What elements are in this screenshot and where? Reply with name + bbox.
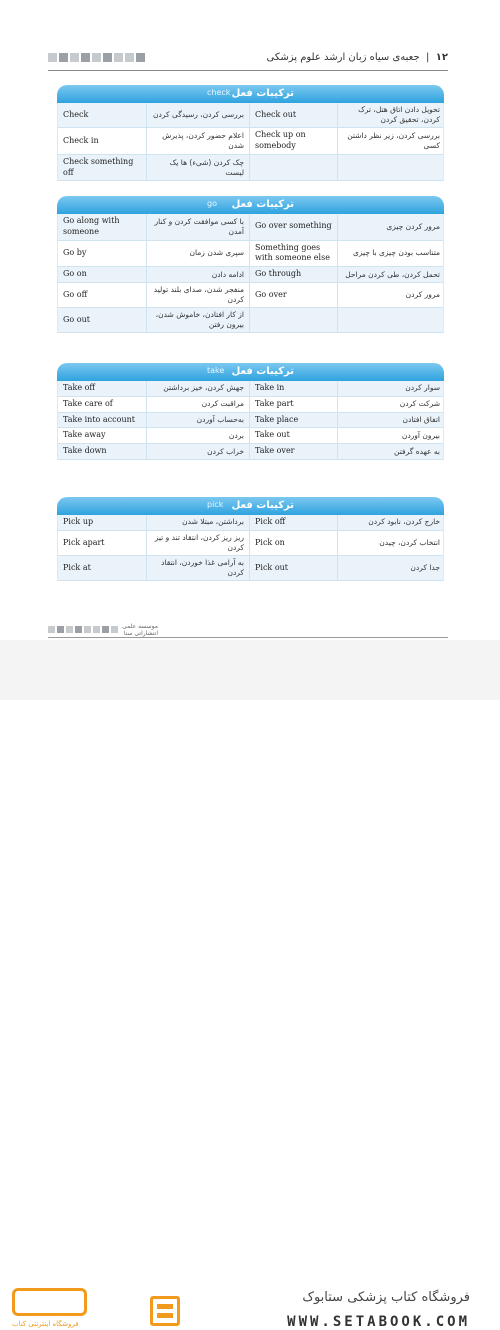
table-row — [58, 381, 443, 397]
table-row — [58, 241, 443, 268]
table-row — [58, 413, 443, 429]
table-row — [58, 531, 443, 556]
phrasal-verb-cell: Pick up — [63, 517, 94, 526]
meaning-cell: خارج کردن، نابود کردن — [337, 515, 445, 530]
phrasal-verb-cell: Pick at — [63, 562, 91, 572]
phrasal-verb-cell: Check — [63, 109, 89, 119]
book-stack-icon — [150, 1296, 180, 1326]
header-decoration — [48, 53, 145, 62]
phrasal-verb-cell: Pick on — [249, 531, 337, 555]
table-row — [58, 308, 443, 333]
meaning-cell: مرور کردن چیزی — [337, 214, 445, 240]
phrasal-verb-cell: Take in — [249, 381, 337, 396]
table-keyword: go — [207, 199, 217, 208]
meaning-cell: به‌حساب آوردن — [146, 413, 249, 428]
table-row — [58, 556, 443, 581]
table-header — [57, 196, 444, 214]
phrasal-verb-cell: Take part — [249, 397, 337, 412]
phrasal-verb-cell: Check something off — [63, 156, 134, 177]
store-url[interactable]: WWW.SETABOOK.COM — [287, 1314, 470, 1330]
phrasal-verb-cell — [249, 308, 337, 332]
meaning-cell: سوار کردن — [337, 381, 445, 396]
meaning-cell — [337, 155, 445, 181]
logo-caption: فروشگاه اینترنتی کتاب — [12, 1320, 79, 1328]
phrasal-verb-cell: Check out — [249, 103, 337, 127]
store-name: فروشگاه کتاب پزشکی ستابوک — [302, 1290, 470, 1305]
meaning-cell: بررسی کردن، زیر نظر داشتن کسی — [337, 128, 445, 154]
table-row — [58, 128, 443, 155]
verb-table-check — [57, 85, 444, 181]
meaning-cell: متناسب بودن چیزی با چیزی — [337, 241, 445, 267]
meaning-cell: با کسی موافقت کردن و کنار آمدن — [146, 214, 249, 240]
meaning-cell: بررسی کردن، رسیدگی کردن — [146, 103, 249, 127]
phrasal-verb-cell: Take into account — [63, 414, 135, 424]
meaning-cell: ریز ریز کردن، انتقاد تند و تیز کردن — [146, 531, 249, 555]
table-title: ترکیبات فعل — [231, 199, 294, 210]
phrasal-verb-cell: Go on — [63, 269, 87, 279]
setabook-logo — [12, 1288, 87, 1316]
phrasal-verb-cell: Take over — [249, 444, 337, 459]
store-banner — [0, 640, 500, 1330]
phrasal-verb-cell: Take out — [249, 428, 337, 443]
verb-table-pick — [57, 497, 444, 581]
phrasal-verb-cell — [249, 155, 337, 181]
phrasal-verb-cell: Take off — [63, 383, 96, 392]
table-title: ترکیبات فعل — [231, 366, 294, 377]
phrasal-verb-cell: Go over — [249, 283, 337, 307]
meaning-cell: تحویل دادن اتاق هتل، ترک کردن، تحقیق کردن — [337, 103, 445, 127]
table-row — [58, 397, 443, 413]
meaning-cell: تحمل کردن، طی کردن مراحل — [337, 267, 445, 282]
header-rule — [48, 70, 448, 71]
table-header — [57, 363, 444, 381]
meaning-cell: منفجر شدن، صدای بلند تولید کردن — [146, 283, 249, 307]
phrasal-verb-cell: Take care of — [63, 398, 113, 408]
meaning-cell: بردن — [146, 428, 249, 443]
table-header — [57, 85, 444, 103]
meaning-cell: خراب کردن — [146, 444, 249, 459]
meaning-cell: اتفاق افتادن — [337, 413, 445, 428]
table-row — [58, 103, 443, 128]
meaning-cell: چک کردن (شیء) ها یک لیست — [146, 155, 249, 181]
meaning-cell: انتخاب کردن، چیدن — [337, 531, 445, 555]
meaning-cell — [337, 308, 445, 332]
phrasal-verb-cell: Take place — [249, 413, 337, 428]
meaning-cell: مراقبت کردن — [146, 397, 249, 412]
phrasal-verb-cell: Go by — [63, 247, 87, 257]
meaning-cell: از کار افتادن، خاموش شدن، بیرون رفتن — [146, 308, 249, 332]
table-row — [58, 515, 443, 531]
table-title: ترکیبات فعل — [231, 500, 294, 511]
page-number: ۱۲ — [435, 51, 448, 63]
phrasal-verb-cell: Check in — [63, 135, 99, 145]
phrasal-verb-cell: Check up on somebody — [249, 128, 337, 154]
meaning-cell: به عهده گرفتن — [337, 444, 445, 459]
footer-decoration — [48, 626, 118, 633]
phrasal-verb-cell: Pick off — [249, 515, 337, 530]
meaning-cell: ادامه دادن — [146, 267, 249, 282]
meaning-cell: برداشتن، مبتلا شدن — [146, 515, 249, 530]
verb-table-go — [57, 196, 444, 333]
table-row — [58, 214, 443, 241]
table-keyword: check — [207, 88, 231, 97]
table-row — [58, 428, 443, 444]
phrasal-verb-cell: Go over something — [249, 214, 337, 240]
running-title: ۱۲ | جعبه‌ی سیاه زبان ارشد علوم پزشکی — [266, 51, 448, 63]
phrasal-verb-cell: Something goes with someone else — [249, 241, 337, 267]
phrasal-verb-cell: Take down — [63, 446, 107, 456]
phrasal-verb-cell: Pick apart — [63, 537, 105, 547]
table-header — [57, 497, 444, 515]
verb-table-take — [57, 363, 444, 460]
footer-rule — [48, 637, 448, 638]
meaning-cell: اعلام حضور کردن، پذیرش شدن — [146, 128, 249, 154]
table-row — [58, 155, 443, 182]
publisher-name: موسسه علمی انتشاراتی سنا — [122, 623, 158, 638]
table-row — [58, 267, 443, 283]
phrasal-verb-cell: Go along with someone — [63, 216, 120, 236]
book-title: جعبه‌ی سیاه زبان ارشد علوم پزشکی — [266, 51, 420, 63]
table-title: ترکیبات فعل — [231, 88, 294, 99]
running-header — [48, 46, 448, 68]
meaning-cell: جدا کردن — [337, 556, 445, 580]
phrasal-verb-cell: Pick out — [249, 556, 337, 580]
table-keyword: pick — [207, 500, 224, 509]
meaning-cell: سپری شدن زمان — [146, 241, 249, 267]
phrasal-verb-cell: Go off — [63, 289, 88, 299]
table-row — [58, 444, 443, 460]
table-row — [58, 283, 443, 308]
meaning-cell: شرکت کردن — [337, 397, 445, 412]
meaning-cell: جهش کردن، خیز برداشتن — [146, 381, 249, 396]
phrasal-verb-cell: Go out — [63, 314, 90, 324]
phrasal-verb-cell: Go through — [249, 267, 337, 282]
meaning-cell: به آرامی غذا خوردن، انتقاد کردن — [146, 556, 249, 580]
meaning-cell: مرور کردن — [337, 283, 445, 307]
meaning-cell: بیرون آوردن — [337, 428, 445, 443]
table-keyword: take — [207, 366, 225, 375]
phrasal-verb-cell: Take away — [63, 430, 106, 440]
